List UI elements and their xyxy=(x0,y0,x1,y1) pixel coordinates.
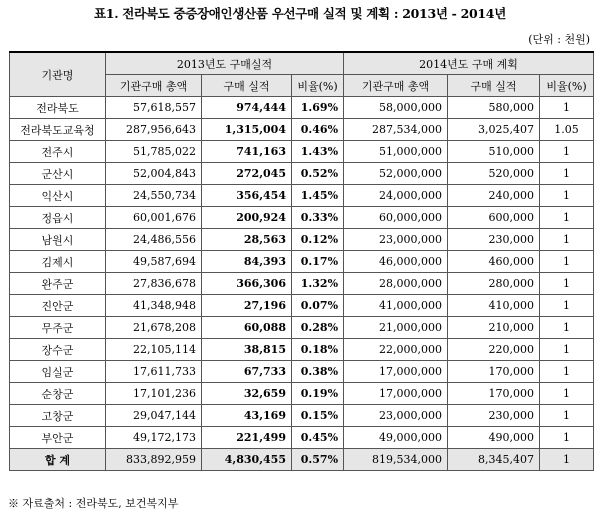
cell-total-2013: 49,587,694 xyxy=(106,251,202,273)
cell-ratio-2014: 1 xyxy=(540,185,594,207)
cell-total-2014: 58,000,000 xyxy=(344,97,448,119)
cell-org: 순창군 xyxy=(10,383,106,405)
cell-purchase-2014: 280,000 xyxy=(448,273,540,295)
table-row xyxy=(10,207,594,229)
cell-ratio-2014: 1 xyxy=(540,339,594,361)
cell-ratio-2013: 0.12% xyxy=(292,229,344,251)
cell-total-2013: 17,611,733 xyxy=(106,361,202,383)
source-note: ※ 자료출처 : 전라북도, 보건복지부 xyxy=(8,497,179,510)
cell-org: 전주시 xyxy=(10,141,106,163)
cell-purchase-2014: 240,000 xyxy=(448,185,540,207)
cell-ratio-2013: 0.07% xyxy=(292,295,344,317)
cell-ratio-2013: 1.69% xyxy=(292,97,344,119)
cell-total-2013: 51,785,022 xyxy=(106,141,202,163)
cell-purchase-2014: 230,000 xyxy=(448,229,540,251)
cell-purchase-2014: 170,000 xyxy=(448,383,540,405)
cell-total-2013: 49,172,173 xyxy=(106,427,202,449)
purchase-table xyxy=(9,51,594,471)
cell-purchase-2014: 520,000 xyxy=(448,163,540,185)
table-row xyxy=(10,427,594,449)
cell-ratio-2013: 0.17% xyxy=(292,251,344,273)
cell-ratio-2013: 0.45% xyxy=(292,427,344,449)
table-row xyxy=(10,251,594,273)
cell-ratio-2014: 1 xyxy=(540,273,594,295)
table-row xyxy=(10,273,594,295)
cell-ratio-2014: 1 xyxy=(540,427,594,449)
cell-total-2013: 52,004,843 xyxy=(106,163,202,185)
cell-ratio-2013: 0.57% xyxy=(292,449,344,471)
cell-ratio-2014: 1 xyxy=(540,383,594,405)
cell-purchase-2014: 410,000 xyxy=(448,295,540,317)
cell-purchase-2014: 210,000 xyxy=(448,317,540,339)
cell-org: 무주군 xyxy=(10,317,106,339)
cell-org: 합 계 xyxy=(10,449,106,471)
cell-org: 전라북도교육청 xyxy=(10,119,106,141)
cell-purchase-2013: 974,444 xyxy=(202,97,292,119)
cell-purchase-2014: 600,000 xyxy=(448,207,540,229)
cell-org: 부안군 xyxy=(10,427,106,449)
cell-org: 전라북도 xyxy=(10,97,106,119)
cell-total-2014: 46,000,000 xyxy=(344,251,448,273)
table-row xyxy=(10,229,594,251)
cell-total-2014: 41,000,000 xyxy=(344,295,448,317)
cell-total-2014: 28,000,000 xyxy=(344,273,448,295)
cell-purchase-2014: 230,000 xyxy=(448,405,540,427)
cell-total-2013: 57,618,557 xyxy=(106,97,202,119)
table-row xyxy=(10,405,594,427)
table-row xyxy=(10,361,594,383)
cell-total-2014: 21,000,000 xyxy=(344,317,448,339)
cell-ratio-2014: 1 xyxy=(540,207,594,229)
cell-org: 정읍시 xyxy=(10,207,106,229)
cell-purchase-2013: 356,454 xyxy=(202,185,292,207)
cell-purchase-2014: 220,000 xyxy=(448,339,540,361)
cell-total-2013: 24,486,556 xyxy=(106,229,202,251)
cell-ratio-2014: 1 xyxy=(540,295,594,317)
cell-total-2014: 23,000,000 xyxy=(344,405,448,427)
cell-ratio-2014: 1 xyxy=(540,229,594,251)
cell-purchase-2014: 510,000 xyxy=(448,141,540,163)
cell-total-2013: 27,836,678 xyxy=(106,273,202,295)
cell-total-2013: 41,348,948 xyxy=(106,295,202,317)
table-row xyxy=(10,383,594,405)
cell-total-2013: 21,678,208 xyxy=(106,317,202,339)
cell-total-2013: 22,105,114 xyxy=(106,339,202,361)
cell-org: 남원시 xyxy=(10,229,106,251)
cell-purchase-2014: 170,000 xyxy=(448,361,540,383)
cell-total-2014: 60,000,000 xyxy=(344,207,448,229)
cell-ratio-2013: 1.45% xyxy=(292,185,344,207)
table-row xyxy=(10,317,594,339)
cell-purchase-2013: 27,196 xyxy=(202,295,292,317)
cell-purchase-2013: 43,169 xyxy=(202,405,292,427)
cell-ratio-2014: 1 xyxy=(540,317,594,339)
table-row xyxy=(10,295,594,317)
cell-purchase-2013: 4,830,455 xyxy=(202,449,292,471)
cell-ratio-2013: 0.46% xyxy=(292,119,344,141)
cell-total-2013: 24,550,734 xyxy=(106,185,202,207)
cell-total-2013: 17,101,236 xyxy=(106,383,202,405)
cell-purchase-2013: 1,315,004 xyxy=(202,119,292,141)
table-row xyxy=(10,339,594,361)
cell-ratio-2014: 1 xyxy=(540,405,594,427)
cell-total-2013: 29,047,144 xyxy=(106,405,202,427)
cell-purchase-2013: 366,306 xyxy=(202,273,292,295)
table-row xyxy=(10,185,594,207)
header-ratio-2013: 비율(%) xyxy=(292,75,344,97)
cell-org: 진안군 xyxy=(10,295,106,317)
cell-total-2014: 23,000,000 xyxy=(344,229,448,251)
header-total-2013: 기관구매 총액 xyxy=(106,75,202,97)
cell-purchase-2014: 3,025,407 xyxy=(448,119,540,141)
page-title: 표1. 전라북도 중증장애인생산품 우선구매 실적 및 계획 : 2013년 - 2014년 xyxy=(94,6,506,21)
table-row xyxy=(10,449,594,471)
cell-purchase-2013: 221,499 xyxy=(202,427,292,449)
cell-ratio-2014: 1 xyxy=(540,97,594,119)
cell-purchase-2013: 38,815 xyxy=(202,339,292,361)
table-row xyxy=(10,97,594,119)
cell-total-2014: 17,000,000 xyxy=(344,361,448,383)
cell-purchase-2013: 272,045 xyxy=(202,163,292,185)
cell-total-2014: 819,534,000 xyxy=(344,449,448,471)
cell-purchase-2013: 741,163 xyxy=(202,141,292,163)
cell-org: 군산시 xyxy=(10,163,106,185)
cell-total-2014: 22,000,000 xyxy=(344,339,448,361)
cell-total-2014: 24,000,000 xyxy=(344,185,448,207)
cell-total-2014: 49,000,000 xyxy=(344,427,448,449)
cell-purchase-2013: 60,088 xyxy=(202,317,292,339)
cell-ratio-2014: 1 xyxy=(540,163,594,185)
cell-org: 고창군 xyxy=(10,405,106,427)
unit-label: (단위 : 천원) xyxy=(528,33,590,46)
cell-ratio-2014: 1.05 xyxy=(540,119,594,141)
cell-ratio-2013: 1.43% xyxy=(292,141,344,163)
cell-purchase-2014: 580,000 xyxy=(448,97,540,119)
cell-total-2014: 287,534,000 xyxy=(344,119,448,141)
cell-ratio-2013: 0.19% xyxy=(292,383,344,405)
cell-total-2013: 60,001,676 xyxy=(106,207,202,229)
cell-org: 완주군 xyxy=(10,273,106,295)
cell-purchase-2014: 460,000 xyxy=(448,251,540,273)
table-row xyxy=(10,163,594,185)
cell-org: 임실군 xyxy=(10,361,106,383)
cell-total-2014: 52,000,000 xyxy=(344,163,448,185)
cell-ratio-2014: 1 xyxy=(540,449,594,471)
header-purchase-2014: 구매 실적 xyxy=(448,75,540,97)
cell-ratio-2013: 0.33% xyxy=(292,207,344,229)
cell-purchase-2013: 32,659 xyxy=(202,383,292,405)
header-2014: 2014년도 구매 계획 xyxy=(344,52,594,75)
cell-ratio-2014: 1 xyxy=(540,361,594,383)
header-total-2014: 기관구매 총액 xyxy=(344,75,448,97)
cell-ratio-2013: 0.18% xyxy=(292,339,344,361)
cell-purchase-2013: 67,733 xyxy=(202,361,292,383)
header-ratio-2014: 비율(%) xyxy=(540,75,594,97)
header-org: 기관명 xyxy=(10,52,106,97)
table-row xyxy=(10,141,594,163)
cell-ratio-2014: 1 xyxy=(540,141,594,163)
cell-purchase-2014: 490,000 xyxy=(448,427,540,449)
header-2013: 2013년도 구매실적 xyxy=(106,52,344,75)
cell-ratio-2014: 1 xyxy=(540,251,594,273)
cell-org: 장수군 xyxy=(10,339,106,361)
cell-org: 김제시 xyxy=(10,251,106,273)
cell-purchase-2013: 84,393 xyxy=(202,251,292,273)
cell-ratio-2013: 0.38% xyxy=(292,361,344,383)
cell-total-2013: 833,892,959 xyxy=(106,449,202,471)
cell-org: 익산시 xyxy=(10,185,106,207)
cell-total-2014: 17,000,000 xyxy=(344,383,448,405)
header-purchase-2013: 구매 실적 xyxy=(202,75,292,97)
cell-ratio-2013: 0.15% xyxy=(292,405,344,427)
cell-ratio-2013: 0.52% xyxy=(292,163,344,185)
cell-total-2013: 287,956,643 xyxy=(106,119,202,141)
table-row xyxy=(10,119,594,141)
cell-purchase-2013: 28,563 xyxy=(202,229,292,251)
cell-ratio-2013: 0.28% xyxy=(292,317,344,339)
cell-total-2014: 51,000,000 xyxy=(344,141,448,163)
cell-purchase-2013: 200,924 xyxy=(202,207,292,229)
cell-purchase-2014: 8,345,407 xyxy=(448,449,540,471)
cell-ratio-2013: 1.32% xyxy=(292,273,344,295)
